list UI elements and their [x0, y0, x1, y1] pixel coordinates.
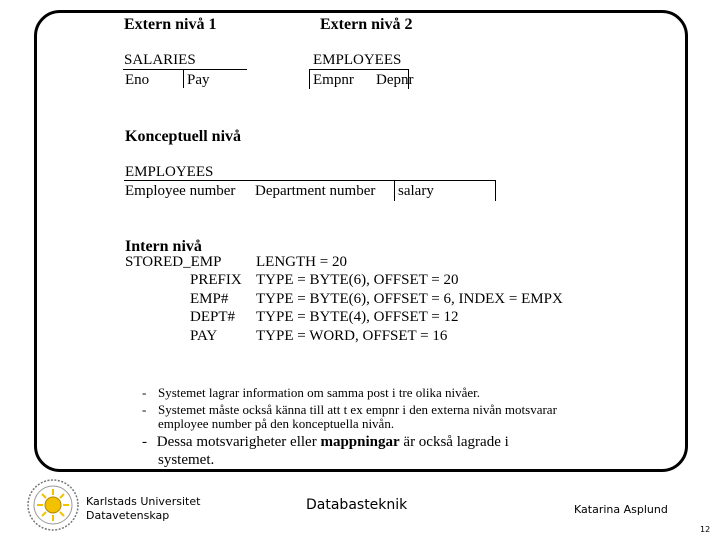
- intern-field-name: PAY: [190, 328, 218, 344]
- employees-ext-left-border: [309, 69, 310, 89]
- extern-level1-title: Extern nivå 1: [124, 16, 217, 33]
- bullet-emphasis: mappningar: [320, 434, 400, 450]
- bullet-text: employee number på den konceptuella nivån.: [158, 416, 395, 431]
- extern-level2-title: Extern nivå 2: [320, 16, 413, 33]
- konceptuell-title: Konceptuell nivå: [125, 128, 242, 145]
- employees-ext-col-empnr: Empnr: [313, 72, 354, 88]
- footer-department: Datavetenskap: [86, 509, 170, 522]
- konceptuell-col-department-number: Department number: [255, 183, 376, 199]
- intern-field-spec: TYPE = WORD, OFFSET = 16: [256, 328, 448, 344]
- salaries-col-divider: [183, 69, 184, 88]
- intern-field-name: PREFIX: [190, 272, 242, 288]
- bullet-item-continuation: systemet.: [158, 452, 215, 468]
- konceptuell-col-employee-number: Employee number: [125, 183, 236, 199]
- salaries-header-line: [123, 69, 247, 70]
- salaries-col-pay: Pay: [187, 72, 210, 88]
- employees-ext-right-border: [408, 69, 409, 89]
- footer-university: Karlstads Universitet: [86, 495, 201, 508]
- intern-field-name: DEPT#: [190, 309, 235, 325]
- intern-field-spec: TYPE = BYTE(6), OFFSET = 20: [256, 272, 459, 288]
- footer-author: Katarina Asplund: [574, 503, 668, 516]
- employees-ext-table-name: EMPLOYEES: [313, 52, 402, 68]
- konceptuell-col-salary: salary: [398, 183, 434, 199]
- employees-ext-header-line: [309, 69, 409, 70]
- footer-course: Databasteknik: [306, 497, 408, 513]
- intern-title: Intern nivå: [125, 238, 202, 255]
- intern-record-name: STORED_EMP: [125, 254, 222, 270]
- konceptuell-table-name: EMPLOYEES: [125, 164, 214, 180]
- salaries-col-eno: Eno: [125, 72, 150, 88]
- page-number: 12: [700, 525, 711, 534]
- intern-field-spec: TYPE = BYTE(6), OFFSET = 6, INDEX = EMPX: [256, 291, 563, 307]
- intern-field-spec: TYPE = BYTE(4), OFFSET = 12: [256, 309, 459, 325]
- bullet-text: Systemet måste också känna till att t ex empnr i den externa nivån motsvarar: [158, 402, 557, 417]
- bullet-text: Systemet lagrar information om samma post i tre olika nivåer.: [158, 385, 481, 400]
- konceptuell-right-border: [495, 180, 496, 201]
- konceptuell-header-line: [124, 180, 496, 181]
- salaries-table-name: SALARIES: [124, 52, 196, 68]
- bullet-text: är också lagrade i: [399, 434, 509, 450]
- bullet-item: [142, 434, 509, 451]
- bullet-text: Dessa motsvarigheter eller: [156, 434, 321, 450]
- bullet-dash: -: [142, 402, 147, 417]
- bullet-dash: -: [142, 385, 147, 400]
- bullet-dash: -: [142, 434, 147, 450]
- employees-ext-col-depnr: Depnr: [376, 72, 414, 88]
- intern-field-name: EMP#: [190, 291, 229, 307]
- intern-record-length: LENGTH = 20: [256, 254, 347, 270]
- konceptuell-col-divider: [394, 180, 395, 201]
- university-logo: [26, 478, 80, 532]
